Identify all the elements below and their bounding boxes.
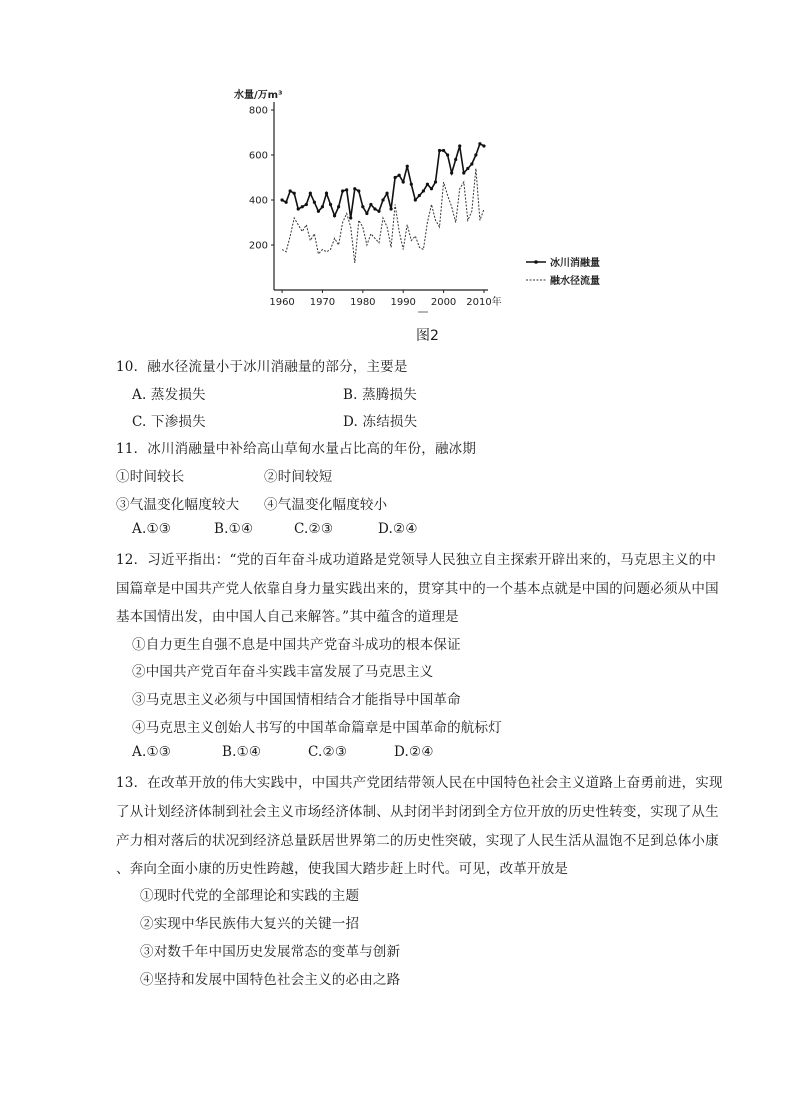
series-melt-point: [377, 210, 380, 213]
series-melt-point: [297, 207, 300, 210]
series-melt-point: [317, 210, 320, 213]
q11-item-3: ③气温变化幅度较大: [116, 497, 240, 513]
series-melt-point: [402, 180, 405, 183]
y-tick-label: 400: [248, 195, 268, 207]
q11-option-b: B.①④: [214, 521, 254, 537]
series-melt-point: [293, 192, 296, 195]
series-melt-point: [325, 192, 328, 195]
series-melt-point: [341, 189, 344, 192]
series-melt-point: [301, 205, 304, 208]
q13-stem-line-2: 了从计划经济体制到社会主义市场经济体制、从封闭半封闭到全方位开放的历史性转变，实现了从生: [116, 804, 719, 820]
series-melt-point: [313, 201, 316, 204]
series-melt-point: [373, 207, 376, 210]
series-melt-line: [282, 144, 484, 218]
q10-stem: 10．融水径流量小于冰川消融量的部分，主要是: [116, 359, 408, 375]
x-tick-label: 1960: [269, 297, 295, 308]
series-melt-point: [406, 165, 409, 168]
q13-stem-line-4: 、奔向全面小康的历史性跨越，使我国大踏步赶上时代。可见，改革开放是: [116, 861, 569, 877]
series-melt-point: [369, 203, 372, 206]
chart-svg: [228, 84, 628, 316]
q11-item-2: ②时间较短: [264, 469, 333, 485]
series-melt-point: [482, 144, 485, 147]
series-melt-point: [365, 212, 368, 215]
glacier-chart: [228, 84, 628, 316]
q12-stem-line-1: 12．习近平指出：“党的百年奋斗成功道路是党领导人民独立自主探索开辟出来的，马克思主义的中: [116, 552, 717, 568]
q11-option-d: D.②④: [378, 521, 418, 537]
series-melt-point: [422, 189, 425, 192]
q10-option-c: C. 下渗损失: [132, 414, 206, 430]
q11-item-1: ①时间较长: [116, 469, 185, 485]
series-runoff-line: [282, 169, 484, 264]
legend-runoff-label: 融水径流量: [550, 276, 600, 287]
series-melt-point: [470, 162, 473, 165]
series-melt-point: [446, 153, 449, 156]
series-melt-point: [333, 214, 336, 217]
series-melt-point: [414, 198, 417, 201]
q13-item-4: ④坚持和发展中国特色社会主义的必由之路: [140, 972, 401, 988]
legend-melt-label: 冰川消融量: [550, 258, 600, 269]
q13-item-2: ②实现中华民族伟大复兴的关键一招: [140, 916, 360, 932]
series-melt-point: [410, 183, 413, 186]
series-melt-point: [381, 198, 384, 201]
series-melt-point: [466, 167, 469, 170]
series-melt-point: [454, 158, 457, 161]
legend-melt-marker: [534, 260, 538, 264]
series-melt-point: [305, 203, 308, 206]
series-melt-point: [389, 207, 392, 210]
series-melt-point: [357, 189, 360, 192]
x-tick-label: 2000: [430, 297, 457, 308]
figure-caption: 图2: [416, 328, 439, 344]
series-melt-point: [285, 201, 288, 204]
series-melt-point: [309, 192, 312, 195]
series-melt-point: [361, 205, 364, 208]
series-melt-point: [353, 187, 356, 190]
q12-stem-line-3: 基本国情出发，由中国人自己来解答。”其中蕴含的道理是: [116, 609, 459, 625]
q12-stem-line-2: 国篇章是中国共产党人依靠自身力量实践出来的，贯穿其中的一个基本点就是中国的问题必须从中国: [116, 581, 719, 597]
series-melt-point: [289, 189, 292, 192]
q12-option-c: C.②③: [308, 744, 348, 760]
q13-item-1: ①现时代党的全部理论和实践的主题: [140, 888, 360, 904]
series-melt-point: [337, 205, 340, 208]
series-melt-point: [280, 198, 283, 201]
q11-option-c: C.②③: [294, 521, 334, 537]
q12-option-d: D.②④: [394, 744, 434, 760]
series-melt-point: [349, 216, 352, 219]
series-melt-point: [329, 203, 332, 206]
series-melt-point: [321, 205, 324, 208]
q10-option-a: A. 蒸发损失: [132, 387, 206, 403]
q11-stem: 11．冰川消融量中补给高山草甸水量占比高的年份，融冰期: [116, 441, 477, 457]
series-melt-point: [394, 176, 397, 179]
series-melt-point: [426, 183, 429, 186]
q13-item-3: ③对数千年中国历史发展常态的变革与创新: [140, 944, 401, 960]
q12-option-a: A.①③: [132, 744, 172, 760]
q12-option-b: B.①④: [222, 744, 262, 760]
y-axis-label: 水量/万m³: [234, 90, 283, 101]
x-tick-label: 1970: [309, 297, 336, 308]
series-melt-point: [434, 180, 437, 183]
q10-option-d: D. 冻结损失: [343, 414, 418, 430]
series-melt-point: [462, 171, 465, 174]
series-melt-point: [442, 149, 445, 152]
q13-stem-line-3: 产力相对落后的状况到经济总量跃居世界第二的历史性突破，实现了人民生活从温饱不足到总体小康: [116, 833, 719, 849]
q12-item-4: ④马克思主义创始人书写的中国革命篇章是中国革命的航标灯: [132, 720, 502, 736]
series-melt-point: [398, 174, 401, 177]
series-melt-point: [438, 149, 441, 152]
series-melt-point: [345, 188, 348, 191]
series-melt-point: [430, 187, 433, 190]
q13-stem-line-1: 13．在改革开放的伟大实践中，中国共产党团结带领人民在中国特色社会主义道路上奋勇前进，实现: [116, 775, 723, 791]
q12-item-3: ③马克思主义必须与中国国情相结合才能指导中国革命: [132, 692, 461, 708]
y-tick-label: 600: [248, 150, 268, 162]
x-tick-label: 2010年: [466, 297, 502, 308]
series-melt-point: [478, 142, 481, 145]
series-melt-point: [474, 153, 477, 156]
q12-item-1: ①自力更生自强不息是中国共产党奋斗成功的根本保证: [132, 637, 461, 653]
series-melt-point: [450, 171, 453, 174]
y-tick-label: 800: [248, 105, 268, 117]
q11-option-a: A.①③: [132, 521, 172, 537]
y-tick-label: 200: [248, 240, 268, 252]
series-melt-point: [418, 194, 421, 197]
q10-option-b: B. 蒸腾损失: [343, 387, 417, 403]
x-tick-label: 1990: [390, 297, 416, 308]
series-melt-point: [458, 144, 461, 147]
q11-item-4: ④气温变化幅度较小: [264, 497, 388, 513]
series-melt-point: [385, 192, 388, 195]
x-tick-label: 1980: [350, 297, 376, 308]
q12-item-2: ②中国共产党百年奋斗实践丰富发展了马克思主义: [132, 664, 434, 680]
